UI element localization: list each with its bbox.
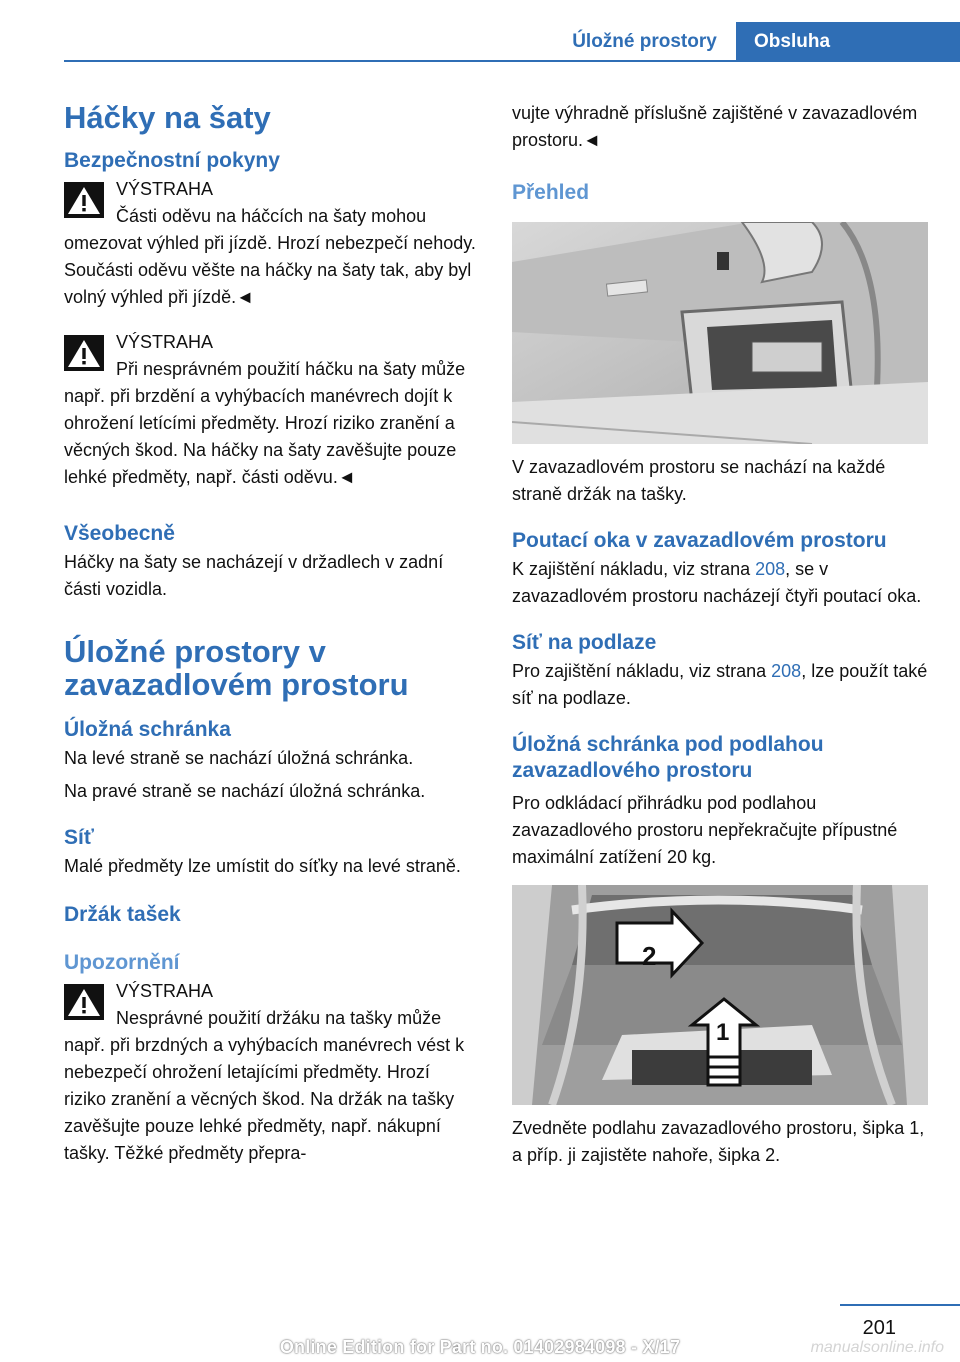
page-header	[0, 0, 960, 62]
floor-net-heading: Síť na podlaze	[512, 631, 657, 654]
arrow-1-label: 1	[716, 1019, 730, 1046]
floor-net-text-a: Pro zajištění nákladu, viz strana	[512, 661, 772, 681]
continuation-text: vujte výhradně příslušně zajištěné v zavazadlovém prostoru.◄	[512, 103, 918, 150]
underfloor-heading: Úložná schránka pod podlahou zavazadlového prostoru	[512, 733, 824, 782]
edition-note: Online Edition for Part no. 01402984098 - X/17	[279, 1337, 681, 1357]
trunk-floor-photo	[512, 885, 928, 1105]
chapter-tab[interactable]: Obsluha	[736, 22, 960, 62]
floor-net-text	[512, 658, 928, 712]
tie-down-eyes-heading: Poutací oka v zavazadlovém prostoru	[512, 529, 887, 552]
overview-heading: Přehled	[512, 181, 590, 204]
watermark: manualsonline.info	[810, 1339, 944, 1356]
warning-icon	[64, 335, 104, 371]
storage-box-text-right: Na pravé straně se nachází úložná schránka.	[64, 781, 426, 801]
tie-down-eyes-text-b: , se v zavazadlovém prostoru nacházejí čtyři poutací oka.	[512, 559, 922, 606]
storage-box-text-left: Na levé straně se nachází úložná schránka.	[64, 748, 414, 768]
page-link-208[interactable]: 208	[755, 559, 786, 579]
underfloor-text: Pro odkládací přihrádku pod podlahou zavazadlového prostoru nepřekračujte přípustné maximální zatížení 20 kg.	[512, 793, 898, 867]
footer-rule	[840, 1304, 960, 1306]
section-tab[interactable]: Úložné prostory	[572, 31, 717, 52]
floor-net-text-b: , lze použít také síť na podlaze.	[512, 661, 928, 708]
left-column	[64, 100, 476, 1185]
warning-2-title: VÝSTRAHA	[116, 332, 214, 352]
warning-icon	[64, 182, 104, 218]
page-number: 201	[862, 1317, 896, 1339]
general-text: Háčky na šaty se nacházejí v držadlech v zadní části vozidla.	[64, 552, 444, 599]
right-column	[512, 100, 928, 1175]
bag-holder-heading: Držák tašek	[64, 903, 181, 926]
photo-2-caption: Zvedněte podlahu zavazadlového prostoru, šipka 1, a příp. ji zajistěte nahoře, šipka 2.	[512, 1118, 925, 1165]
photo-1-caption: V zavazadlovém prostoru se nachází na každé straně držák na tašky.	[512, 457, 886, 504]
warning-block-1	[64, 176, 476, 311]
trunk-bag-holder-photo	[512, 222, 928, 444]
general-heading: Všeobecně	[64, 522, 175, 545]
net-heading: Síť	[64, 826, 94, 849]
trunk-floor-illustration	[512, 885, 928, 1105]
warning-1-text: Části oděvu na háčcích na šaty mohou omezovat výhled při jízdě. Hrozí nebezpečí nehody. Součásti oděvu věšte na háčky na šaty tak, aby byl volný výhled při jízdě.◄	[64, 206, 476, 307]
tie-down-eyes-text-a: K zajištění nákladu, viz strana	[512, 559, 756, 579]
warning-3-text: Nesprávné použití držáku na tašky může např. při brzdných a vyhýbacích manévrech vést k nebezpečí ohrožení letajícími předměty. Hrozí riziko zranění a věcných škod. Na držák na tašky zavěšujte pouze lehké předměty, např. nákupní tašky. Těžké předměty přepra-	[64, 1008, 465, 1163]
storage-box-heading: Úložná schránka	[64, 718, 231, 741]
title-clothes-hooks: Háčky na šaty	[64, 100, 271, 135]
safety-heading: Bezpečnostní pokyny	[64, 149, 280, 172]
warning-block-3	[64, 978, 476, 1167]
tie-down-eyes-text	[512, 556, 928, 610]
warning-2-text: Při nesprávném použití háčku na šaty může např. při brzdění a vyhýbacích manévrech dojít k ohrožení letícími předměty. Hrozí riziko zranění a věcných škod. Na háčky na šaty zavěšujte pouze lehké předměty, např. části oděvu.◄	[64, 359, 466, 487]
header-rule	[64, 60, 960, 62]
warning-3-title: VÝSTRAHA	[116, 981, 214, 1001]
warning-icon	[64, 984, 104, 1020]
warning-1-title: VÝSTRAHA	[116, 179, 214, 199]
notice-heading: Upozornění	[64, 951, 180, 974]
arrow-2-label: 2	[642, 941, 657, 971]
title-storage: Úložné prostory v zavazadlovém prostoru	[64, 634, 409, 702]
trunk-side-illustration	[512, 222, 928, 444]
warning-block-2	[64, 329, 476, 491]
page-link-208[interactable]: 208	[771, 661, 802, 681]
net-text: Malé předměty lze umístit do síťky na levé straně.	[64, 856, 461, 876]
